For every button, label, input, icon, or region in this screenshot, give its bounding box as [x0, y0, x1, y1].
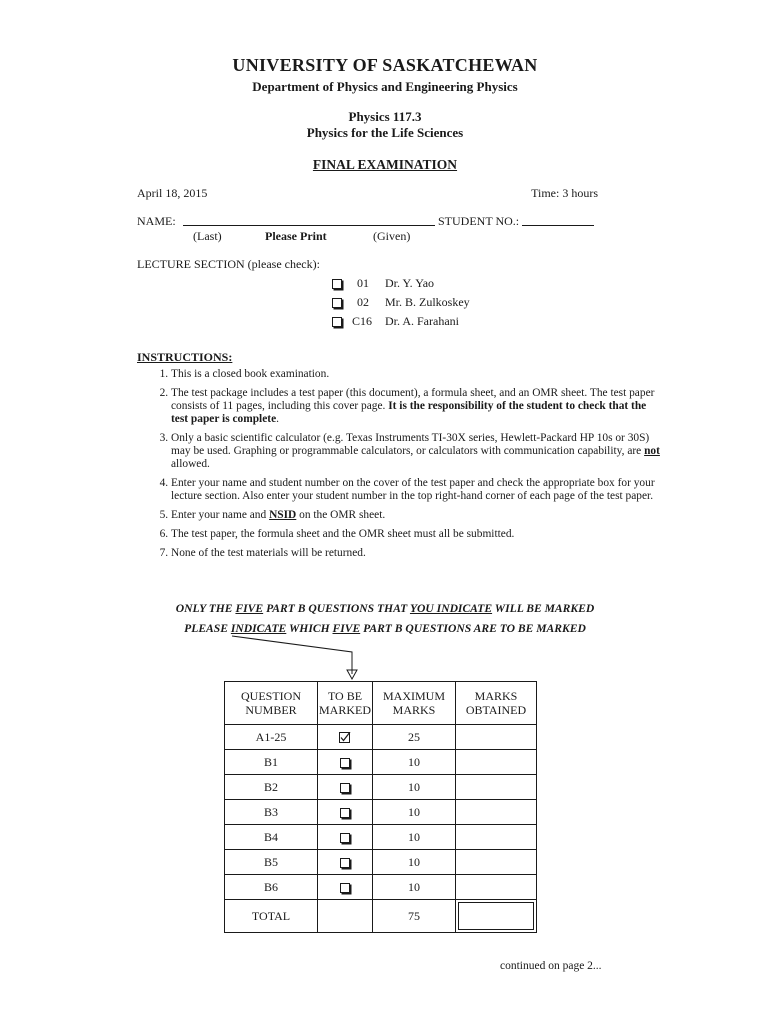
- table-row: [225, 800, 537, 825]
- maximum-marks: 10: [373, 800, 456, 825]
- marks-table: [224, 681, 537, 933]
- section-code: C16: [352, 314, 373, 328]
- header-question-number: QUESTION NUMBER: [225, 682, 318, 725]
- question-number: B2: [225, 775, 318, 800]
- table-row: [225, 825, 537, 850]
- maximum-marks: 10: [373, 850, 456, 875]
- maximum-marks: 25: [373, 725, 456, 750]
- name-field[interactable]: [183, 225, 435, 226]
- checkbox-icon[interactable]: [340, 858, 350, 868]
- marked-cell: [318, 875, 373, 900]
- question-number: B4: [225, 825, 318, 850]
- total-score-box[interactable]: [458, 902, 534, 930]
- marks-obtained-cell[interactable]: [456, 825, 537, 850]
- instruction-item: 5. Enter your name and NSID on the OMR sheet.: [171, 509, 661, 522]
- total-label: TOTAL: [225, 900, 318, 933]
- section-code: 01: [357, 276, 369, 290]
- section-code: 02: [357, 295, 369, 309]
- maximum-marks: 10: [373, 775, 456, 800]
- exam-date: April 18, 2015: [137, 186, 208, 200]
- last-name-hint: (Last): [193, 229, 222, 243]
- checkbox-icon[interactable]: [340, 758, 350, 768]
- course-name: Physics for the Life Sciences: [306, 125, 464, 140]
- lecture-section-label: LECTURE SECTION (please check):: [137, 257, 320, 271]
- marking-notice-line-2: PLEASE INDICATE WHICH FIVE PART B QUESTIONS ARE TO BE MARKED: [184, 622, 586, 635]
- total-maximum: 75: [373, 900, 456, 933]
- section-instructor: Dr. A. Farahani: [385, 314, 459, 328]
- checkbox-icon[interactable]: [340, 808, 350, 818]
- university-title: UNIVERSITY OF SASKATCHEWAN: [232, 55, 538, 75]
- instruction-item: 4. Enter your name and student number on the cover of the test paper and check the appropriate box for your lecture section. Also enter your student number in the top right-hand corner of each page of the test paper.: [171, 477, 661, 503]
- exam-title: FINAL EXAMINATION: [312, 157, 458, 172]
- marks-obtained-cell[interactable]: [456, 750, 537, 775]
- maximum-marks: 10: [373, 875, 456, 900]
- lecture-section-02: [332, 295, 470, 310]
- department-name: Department of Physics and Engineering Physics: [252, 79, 518, 94]
- section-instructor: Dr. Y. Yao: [385, 276, 435, 290]
- marking-notice-line-1: ONLY THE FIVE PART B QUESTIONS THAT YOU INDICATE WILL BE MARKED: [175, 602, 595, 615]
- marked-cell: [318, 825, 373, 850]
- header-to-be-marked: TO BE MARKED: [318, 682, 373, 725]
- instructions-heading: INSTRUCTIONS:: [137, 350, 233, 364]
- section-02-checkbox[interactable]: [332, 298, 342, 308]
- given-name-hint: (Given): [373, 229, 411, 243]
- question-number: A1-25: [225, 725, 318, 750]
- marks-obtained-cell[interactable]: [456, 725, 537, 750]
- table-row: [225, 875, 537, 900]
- instructions-list: [137, 362, 661, 560]
- instruction-item: 3. Only a basic scientific calculator (e.g. Texas Instruments TI-30X series, Hewlett-Packard HP 10s or 30S) may be used. Graphing or programmable calculators, or calculators with communication capability, are not allowed.: [171, 432, 661, 471]
- name-label: NAME:: [137, 214, 176, 228]
- marks-obtained-cell[interactable]: [456, 850, 537, 875]
- instruction-item: 1. This is a closed book examination.: [171, 368, 661, 381]
- question-number: B5: [225, 850, 318, 875]
- student-no-label: STUDENT NO.:: [438, 214, 520, 228]
- table-row: [225, 850, 537, 875]
- total-marked-cell: [318, 900, 373, 933]
- marked-cell: [318, 800, 373, 825]
- marked-cell: [318, 850, 373, 875]
- checkbox-icon[interactable]: [340, 833, 350, 843]
- header-maximum-marks: MAXIMUM MARKS: [373, 682, 456, 725]
- question-number: B6: [225, 875, 318, 900]
- continued-note: continued on page 2...: [500, 960, 602, 972]
- lecture-section-c16: [332, 314, 459, 329]
- marks-obtained-cell[interactable]: [456, 800, 537, 825]
- question-number: B1: [225, 750, 318, 775]
- lecture-section-01: [332, 276, 435, 291]
- section-c16-checkbox[interactable]: [332, 317, 342, 327]
- exam-duration: Time: 3 hours: [531, 186, 598, 200]
- student-no-field[interactable]: [522, 225, 594, 226]
- checkbox-icon[interactable]: [340, 783, 350, 793]
- section-01-checkbox[interactable]: [332, 279, 342, 289]
- checked-box-icon[interactable]: [339, 732, 351, 744]
- instruction-item: 7. None of the test materials will be returned.: [171, 547, 661, 560]
- header-marks-obtained: MARKS OBTAINED: [456, 682, 537, 725]
- total-obtained-cell[interactable]: [456, 900, 537, 933]
- table-row: [225, 775, 537, 800]
- please-print-hint: Please Print: [265, 229, 327, 243]
- course-code: Physics 117.3: [348, 109, 422, 124]
- instruction-item: 6. The test paper, the formula sheet and the OMR sheet must all be submitted.: [171, 528, 661, 541]
- maximum-marks: 10: [373, 750, 456, 775]
- section-instructor: Mr. B. Zulkoskey: [385, 295, 470, 309]
- table-header-row: [225, 682, 537, 725]
- pointer-arrow-icon: [220, 628, 380, 682]
- instruction-item: 2. The test package includes a test paper (this document), a formula sheet, and an OMR sheet. The test paper consists of 11 pages, including this cover page. It is the responsibility of the student to check that the test paper is complete.: [171, 387, 661, 426]
- question-number: B3: [225, 800, 318, 825]
- marked-cell: [318, 725, 373, 750]
- marked-cell: [318, 750, 373, 775]
- table-row: [225, 725, 537, 750]
- maximum-marks: 10: [373, 825, 456, 850]
- marks-obtained-cell[interactable]: [456, 875, 537, 900]
- table-row: [225, 750, 537, 775]
- marked-cell: [318, 775, 373, 800]
- total-row: [225, 900, 537, 933]
- marks-obtained-cell[interactable]: [456, 775, 537, 800]
- checkbox-icon[interactable]: [340, 883, 350, 893]
